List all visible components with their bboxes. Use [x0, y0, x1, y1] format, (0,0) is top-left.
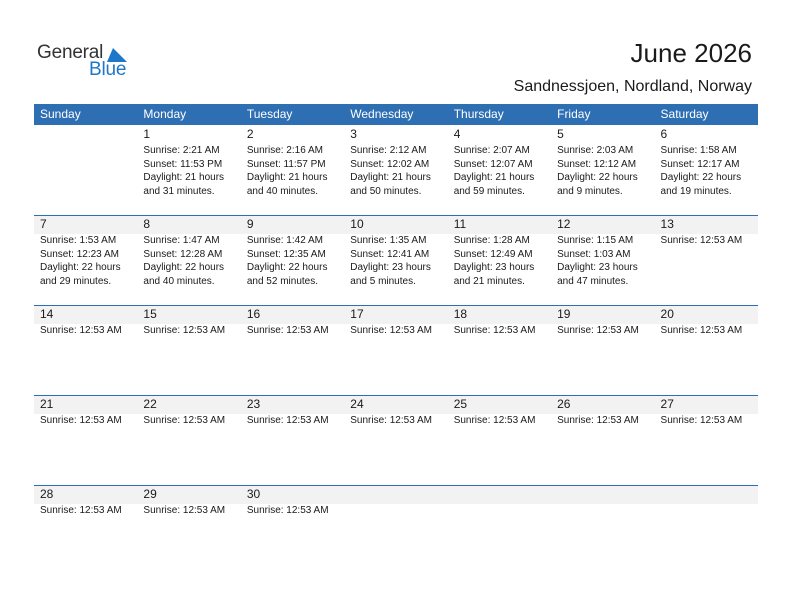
day-number: 8 — [143, 217, 151, 231]
day-sun-info: and 40 minutes. — [143, 275, 215, 287]
day-cell — [655, 485, 758, 518]
calendar-grid — [34, 104, 758, 575]
calendar-week-row — [34, 215, 758, 305]
day-cell — [344, 215, 447, 288]
day-number: 28 — [40, 487, 54, 501]
day-sun-info: and 19 minutes. — [660, 185, 732, 197]
day-sun-info: Sunrise: 1:35 AM — [350, 235, 427, 246]
day-sun-info: Sunrise: 12:53 AM — [453, 415, 536, 426]
day-cell — [448, 395, 551, 428]
day-sun-info: Sunrise: 2:12 AM — [350, 145, 427, 156]
day-sun-info: Daylight: 23 hours — [557, 262, 638, 273]
day-cell — [241, 215, 344, 288]
day-sun-info: Daylight: 22 hours — [557, 172, 638, 183]
day-sun-info: Sunset: 12:41 AM — [350, 248, 430, 260]
day-sun-info: Daylight: 23 hours — [350, 262, 431, 273]
day-sun-info: Daylight: 21 hours — [143, 172, 225, 183]
day-number: 1 — [143, 127, 151, 141]
weekday-header-monday: Monday — [143, 107, 187, 121]
day-number: 22 — [143, 397, 157, 411]
day-cell — [241, 305, 344, 338]
day-sun-info: and 52 minutes. — [246, 275, 319, 287]
brand-logo — [37, 42, 137, 80]
logo-text-blue: Blue — [89, 59, 127, 80]
day-number — [661, 485, 758, 504]
day-sun-info: Sunrise: 12:53 AM — [246, 325, 329, 336]
calendar-week-row — [34, 305, 758, 395]
day-cell — [241, 395, 344, 428]
weekday-header-thursday: Thursday — [453, 107, 504, 121]
day-number: 5 — [557, 127, 564, 141]
day-cell — [448, 125, 551, 198]
day-number: 30 — [246, 487, 261, 501]
day-cell — [551, 485, 654, 518]
day-sun-info: Sunrise: 12:53 AM — [40, 415, 122, 426]
day-sun-info: Daylight: 22 hours — [660, 172, 742, 183]
page-title: June 2026 — [630, 38, 752, 68]
calendar-weeks — [34, 125, 758, 575]
day-sun-info: and 40 minutes. — [246, 185, 319, 197]
day-cell — [344, 395, 447, 428]
day-cell — [655, 215, 758, 288]
day-cell — [34, 395, 137, 428]
day-sun-info: Sunrise: 2:03 AM — [557, 145, 634, 156]
day-sun-info: Sunset: 11:53 PM — [143, 158, 223, 170]
day-cell — [137, 485, 240, 518]
day-cell — [137, 125, 240, 198]
day-sun-info: Daylight: 23 hours — [453, 262, 535, 273]
weekday-header-wednesday: Wednesday — [350, 107, 414, 121]
day-number: 13 — [660, 217, 674, 231]
day-number: 2 — [246, 127, 254, 141]
day-sun-info: Sunrise: 12:53 AM — [246, 505, 329, 516]
day-sun-info: Sunrise: 12:53 AM — [40, 505, 122, 516]
day-sun-info: Sunrise: 1:42 AM — [246, 235, 323, 246]
day-cell — [34, 485, 137, 518]
day-number: 16 — [246, 307, 261, 321]
day-cell — [655, 395, 758, 428]
day-cell — [34, 215, 137, 288]
weekday-header-friday: Friday — [557, 107, 591, 121]
day-sun-info: Sunrise: 1:28 AM — [453, 235, 530, 246]
day-number — [454, 485, 551, 504]
day-number: 25 — [453, 397, 468, 411]
day-sun-info: Sunrise: 2:21 AM — [143, 145, 220, 156]
day-sun-info: Sunrise: 12:53 AM — [350, 415, 432, 426]
day-number: 17 — [350, 307, 364, 321]
day-number: 26 — [557, 397, 571, 411]
day-number: 14 — [40, 307, 54, 321]
day-number: 29 — [143, 487, 157, 501]
day-sun-info: and 21 minutes. — [453, 275, 525, 287]
week-days — [34, 215, 758, 288]
day-number: 18 — [453, 307, 468, 321]
day-sun-info: Sunrise: 12:53 AM — [143, 325, 226, 336]
day-sun-info: Sunset: 12:02 AM — [350, 158, 430, 170]
day-number: 11 — [453, 217, 467, 231]
day-sun-info: and 50 minutes. — [350, 185, 422, 197]
day-sun-info: Daylight: 21 hours — [350, 172, 431, 183]
day-number — [40, 125, 137, 144]
weekday-header-saturday: Saturday — [660, 107, 709, 121]
day-sun-info: and 31 minutes. — [143, 185, 215, 197]
day-number: 7 — [40, 217, 47, 231]
day-cell — [137, 305, 240, 338]
day-sun-info: Sunrise: 12:53 AM — [453, 325, 536, 336]
day-sun-info: Sunset: 12:07 AM — [453, 158, 533, 170]
day-sun-info: and 5 minutes. — [350, 275, 416, 287]
day-sun-info: Sunset: 12:28 AM — [143, 248, 223, 260]
day-cell — [551, 395, 654, 428]
day-cell — [34, 305, 137, 338]
day-sun-info: Sunset: 12:49 AM — [453, 248, 533, 260]
day-sun-info: Sunrise: 1:47 AM — [143, 235, 220, 246]
day-sun-info: and 47 minutes. — [557, 275, 629, 287]
day-sun-info: Sunrise: 2:16 AM — [246, 145, 323, 156]
day-number: 10 — [350, 217, 364, 231]
day-sun-info: Sunrise: 12:53 AM — [143, 415, 226, 426]
day-number: 27 — [660, 397, 674, 411]
day-sun-info: Daylight: 22 hours — [246, 262, 328, 273]
day-cell — [655, 125, 758, 198]
week-days — [34, 305, 758, 338]
day-cell — [551, 305, 654, 338]
day-sun-info: Sunrise: 1:15 AM — [557, 235, 634, 246]
calendar-week-row — [34, 125, 758, 215]
day-cell — [344, 485, 447, 518]
day-number: 12 — [557, 217, 571, 231]
day-sun-info: Sunrise: 12:53 AM — [557, 325, 639, 336]
day-number: 20 — [660, 307, 674, 321]
logo-text-general: General — [37, 42, 104, 63]
day-sun-info: Sunrise: 1:53 AM — [40, 235, 117, 246]
day-cell — [344, 305, 447, 338]
day-sun-info: Sunset: 11:57 PM — [246, 158, 326, 170]
day-sun-info: Sunrise: 1:58 AM — [660, 145, 737, 156]
day-cell — [241, 485, 344, 518]
day-sun-info: Sunrise: 12:53 AM — [557, 415, 639, 426]
day-number: 21 — [40, 397, 54, 411]
day-sun-info: Sunrise: 12:53 AM — [246, 415, 329, 426]
weekday-header-sunday: Sunday — [40, 107, 81, 121]
weekday-header-tuesday: Tuesday — [246, 107, 293, 121]
day-sun-info: Daylight: 21 hours — [453, 172, 535, 183]
day-sun-info: Daylight: 22 hours — [143, 262, 225, 273]
day-number: 9 — [246, 217, 254, 231]
day-cell — [137, 215, 240, 288]
day-sun-info: Sunset: 12:12 AM — [557, 158, 637, 170]
day-cell — [34, 125, 137, 198]
calendar-week-row — [34, 485, 758, 575]
day-sun-info: Sunrise: 12:53 AM — [660, 235, 743, 246]
day-sun-info: and 29 minutes. — [40, 275, 112, 287]
day-number: 4 — [453, 127, 461, 141]
day-sun-info: Daylight: 21 hours — [246, 172, 328, 183]
day-cell — [448, 305, 551, 338]
weekday-header-row — [34, 104, 758, 125]
day-sun-info: Sunrise: 12:53 AM — [660, 415, 743, 426]
week-days — [34, 125, 758, 198]
day-sun-info: Sunrise: 12:53 AM — [40, 325, 122, 336]
day-number — [557, 485, 654, 504]
location-subtitle: Sandnessjoen, Nordland, Norway — [513, 78, 752, 95]
day-sun-info: and 59 minutes. — [453, 185, 525, 197]
week-days — [34, 485, 758, 518]
day-cell — [137, 395, 240, 428]
calendar-week-row — [34, 395, 758, 485]
day-cell — [448, 215, 551, 288]
day-number: 15 — [143, 307, 157, 321]
day-number — [350, 485, 447, 504]
day-sun-info: Daylight: 22 hours — [40, 262, 121, 273]
day-cell — [448, 485, 551, 518]
day-number: 3 — [350, 127, 357, 141]
week-days — [34, 395, 758, 428]
day-cell — [344, 125, 447, 198]
day-sun-info: Sunset: 12:23 AM — [40, 248, 119, 260]
day-sun-info: Sunrise: 2:07 AM — [453, 145, 530, 156]
day-cell — [551, 215, 654, 288]
day-number: 6 — [660, 127, 668, 141]
day-sun-info: Sunrise: 12:53 AM — [143, 505, 226, 516]
day-cell — [655, 305, 758, 338]
day-sun-info: Sunrise: 12:53 AM — [660, 325, 743, 336]
day-cell — [551, 125, 654, 198]
day-number: 24 — [350, 397, 364, 411]
day-sun-info: Sunset: 12:35 AM — [246, 248, 326, 260]
day-cell — [241, 125, 344, 198]
day-sun-info: and 9 minutes. — [557, 185, 623, 197]
day-sun-info: Sunset: 12:17 AM — [660, 158, 740, 170]
day-sun-info: Sunset: 1:03 AM — [557, 248, 631, 260]
day-sun-info: Sunrise: 12:53 AM — [350, 325, 432, 336]
day-number: 19 — [557, 307, 571, 321]
day-number: 23 — [246, 397, 261, 411]
